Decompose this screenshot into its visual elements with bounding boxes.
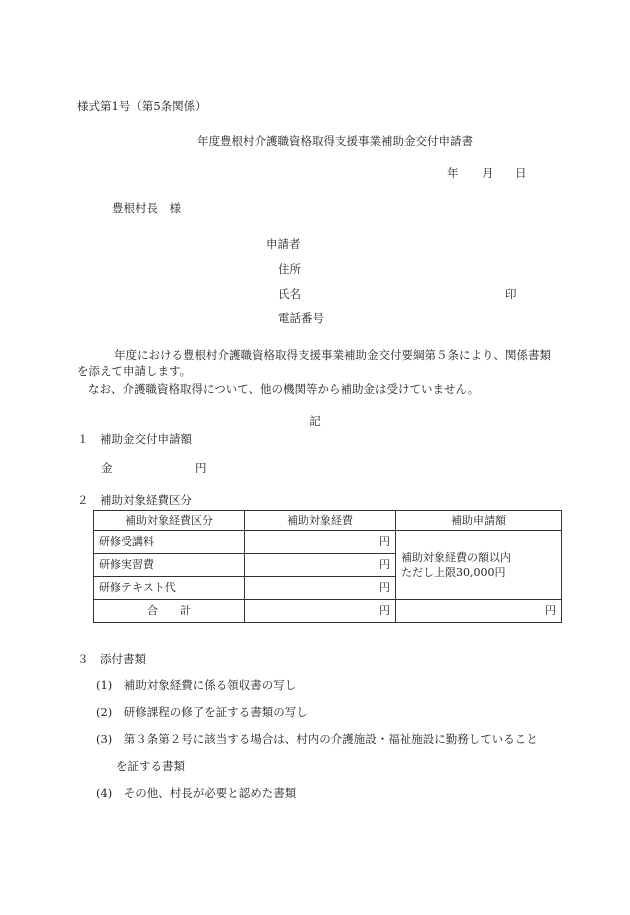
amount-unit: 円: [195, 461, 207, 475]
name-label: 氏名: [278, 287, 301, 301]
table-total-expense: 円: [245, 600, 396, 623]
date-month-label: 月: [482, 166, 494, 180]
table-total-label: 合 計: [94, 600, 245, 623]
attachment-item-2: (2) 研修課程の修了を証する書類の写し: [96, 705, 308, 719]
addressee: 豊根村長 様: [112, 201, 181, 215]
attachment-item-3: (3) 第３条第２号に該当する場合は、村内の介護施設・福祉施設に勤務していること: [96, 732, 538, 746]
expense-table: [93, 510, 562, 623]
attachment-item-1: (1) 補助対象経費に係る領収書の写し: [96, 678, 297, 692]
table-cell-note: [396, 531, 562, 600]
table-total-row: [94, 600, 562, 623]
applicant-heading: 申請者: [266, 237, 301, 251]
table-header-row: [94, 511, 562, 531]
attachment-item-4: (4) その他、村長が必要と認めた書類: [96, 786, 297, 800]
table-header-request: 補助申請額: [396, 511, 562, 531]
ki-heading: 記: [309, 414, 321, 428]
body-paragraph-1: 年度における豊根村介護職資格取得支援事業補助金交付要綱第５条により、関係書類を添えて申請します。: [77, 348, 551, 378]
table-header-category: 補助対象経費区分: [94, 511, 245, 531]
note-line-1: 補助対象経費の額以内: [401, 550, 511, 564]
table-total-request: 円: [396, 600, 562, 623]
note-line-2: ただし上限30,000円: [401, 566, 506, 579]
table-cell-expense: 円: [245, 531, 396, 554]
date-day-label: 日: [515, 166, 527, 180]
phone-label: 電話番号: [278, 311, 324, 325]
section-3-heading: ３ 添付書類: [77, 652, 146, 666]
table-cell-category: 研修実習費: [94, 554, 245, 577]
amount-label: 金: [101, 461, 113, 475]
attachment-item-3-continued: を証する書類: [116, 759, 185, 773]
section-1-heading: １ 補助金交付申請額: [77, 432, 192, 446]
table-row: [94, 531, 562, 554]
date-year-label: 年: [447, 166, 459, 180]
table-cell-expense: 円: [245, 577, 396, 600]
seal-mark: 印: [505, 287, 517, 301]
table-header-expense: 補助対象経費: [245, 511, 396, 531]
table-cell-category: 研修テキスト代: [94, 577, 245, 600]
table-cell-category: 研修受講料: [94, 531, 245, 554]
form-number-label: 様式第1号（第5条関係）: [77, 99, 207, 113]
address-label: 住所: [278, 262, 301, 276]
table-cell-expense: 円: [245, 554, 396, 577]
document-title: 年度豊根村介護職資格取得支援事業補助金交付申請書: [197, 134, 473, 148]
section-2-heading: ２ 補助対象経費区分: [77, 493, 192, 507]
body-paragraph-2: なお、介護職資格取得について、他の機関等から補助金は受けていません。: [88, 382, 480, 396]
